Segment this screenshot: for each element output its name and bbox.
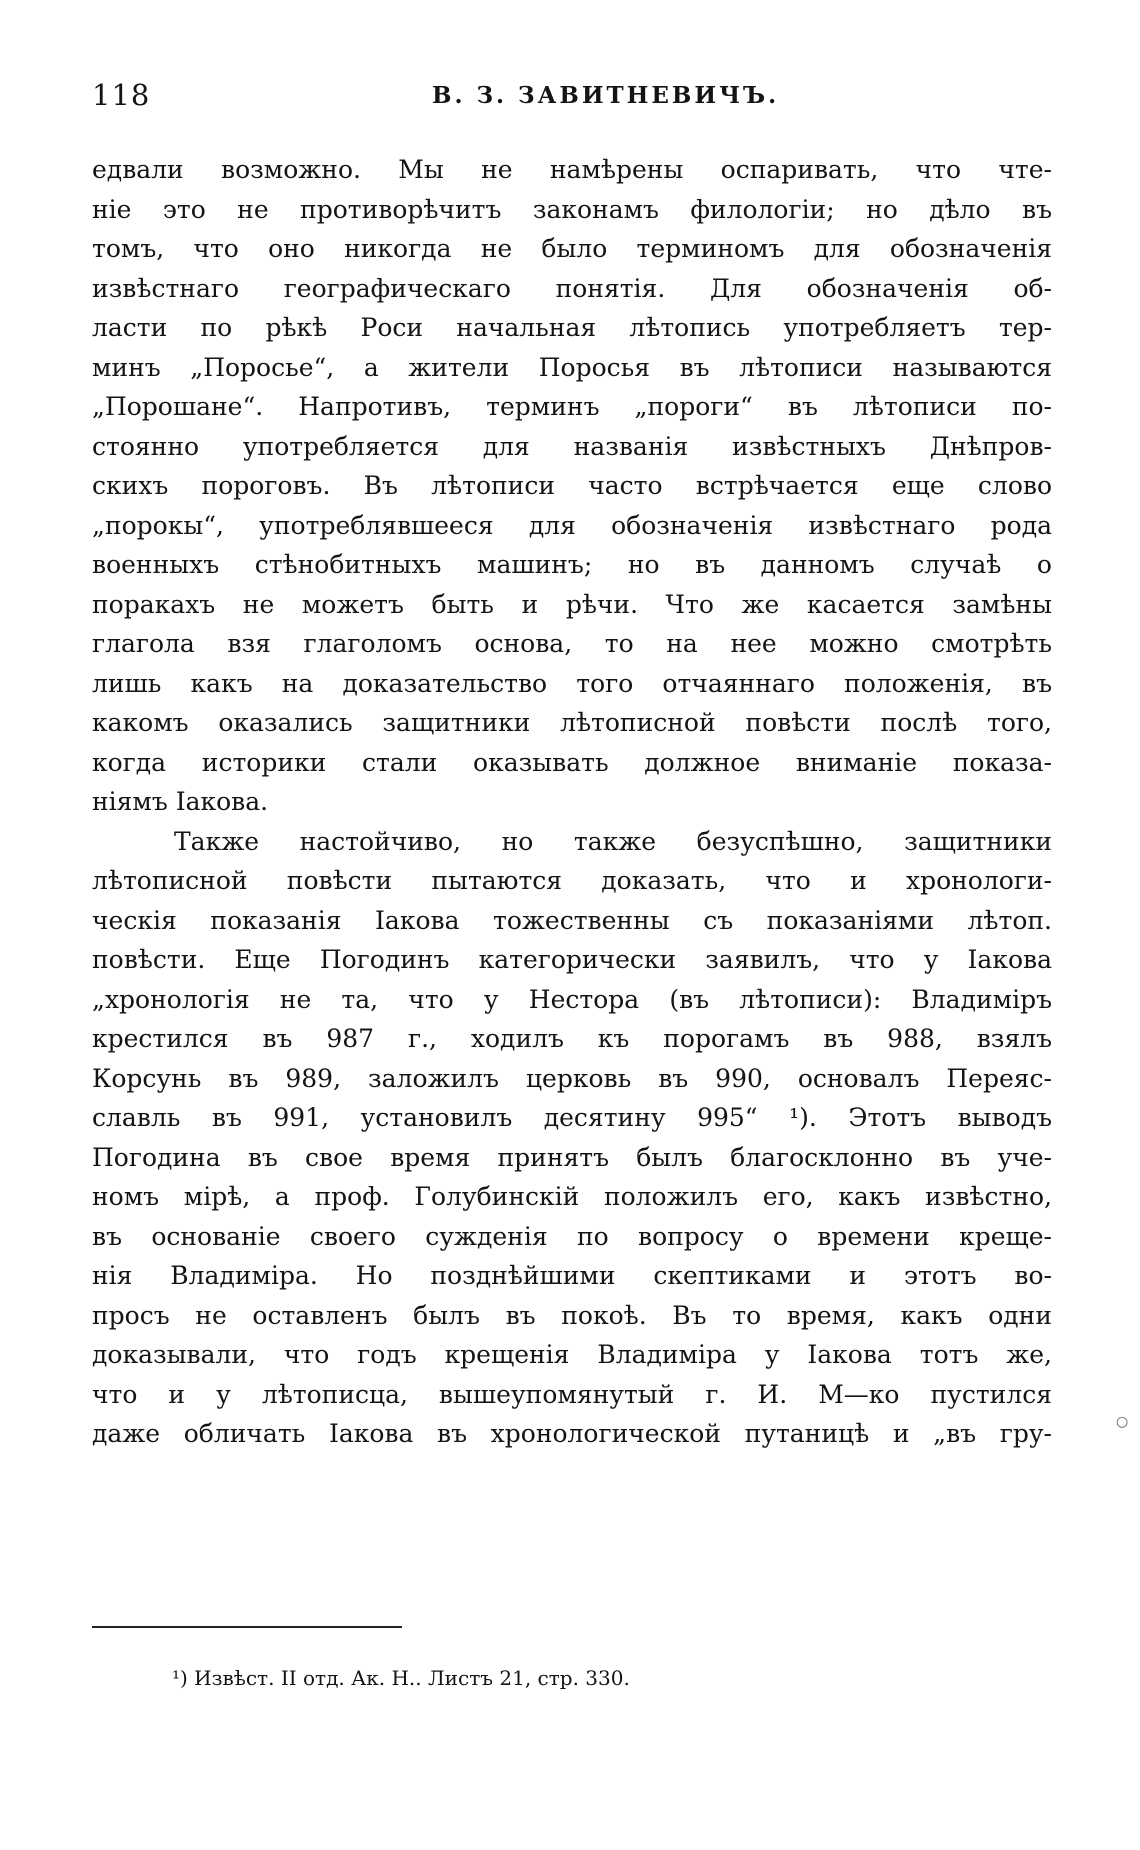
text-line: славль въ 991, установилъ десятину 995“ ¹). Этотъ выводъ — [92, 1103, 1052, 1132]
text-line: ческія показанія Іакова тожественны съ показаніями лѣтоп. — [92, 905, 1052, 935]
text-line: скихъ пороговъ. Въ лѣтописи часто встрѣчается еще слово — [92, 471, 1052, 500]
text-line: нія Владиміра. Но позднѣйшими скептиками и этотъ во- — [92, 1261, 1052, 1290]
text-line: когда историки стали оказывать должное вниманіе показа- — [92, 747, 1052, 777]
text-line: „хронологія не та, что у Нестора (въ лѣтописи): Владиміръ — [92, 984, 1052, 1014]
footnote-divider — [92, 1626, 402, 1628]
text-line: томъ, что оно никогда не было терминомъ для обозначенія — [92, 234, 1052, 263]
text-line: лишь какъ на доказательство того отчаяннаго положенія, въ — [92, 668, 1052, 698]
page-header — [92, 78, 1052, 118]
text-line: номъ мірѣ, а проф. Голубинскій положилъ его, какъ извѣстно, — [92, 1182, 1052, 1211]
footnote: ¹) Извѣст. II отд. Ак. Н.. Листъ 21, стр. 330. — [172, 1666, 630, 1690]
text-line: военныхъ стѣнобитныхъ машинъ; но въ данномъ случаѣ о — [92, 550, 1052, 579]
text-line: даже обличать Іакова въ хронологической путаницѣ и „въ гру- — [92, 1419, 1052, 1448]
text-line: Также настойчиво, но также безуспѣшно, защитники — [174, 826, 1052, 856]
text-line: „порокы“, употреблявшееся для обозначенія извѣстнаго рода — [92, 510, 1052, 540]
text-line: просъ не оставленъ былъ въ покоѣ. Въ то время, какъ одни — [92, 1300, 1052, 1330]
text-line: ніямъ Іакова. — [92, 787, 269, 816]
text-line: какомъ оказались защитники лѣтописной повѣсти послѣ того, — [92, 708, 1052, 737]
page-number: 118 — [92, 78, 151, 112]
text-line: поракахъ не можетъ быть и рѣчи. Что же касается замѣны — [92, 589, 1052, 619]
text-line: ласти по рѣкѣ Роси начальная лѣтопись употребляетъ тер- — [92, 313, 1052, 342]
text-line: ніе это не противорѣчитъ законамъ филологіи; но дѣло въ — [92, 194, 1052, 224]
text-line: стоянно употребляется для названія извѣстныхъ Днѣпров- — [92, 431, 1052, 461]
text-line: глагола взя глаголомъ основа, то на нее можно смотрѣть — [92, 629, 1052, 658]
text-line: крестился въ 987 г., ходилъ къ порогамъ въ 988, взялъ — [92, 1024, 1052, 1053]
text-line: Погодина въ свое время принятъ былъ благосклонно въ уче- — [92, 1142, 1052, 1172]
text-line: въ основаніе своего сужденія по вопросу о времени креще- — [92, 1221, 1052, 1251]
text-line: минъ „Поросье“, а жители Поросья въ лѣтописи называются — [92, 352, 1052, 382]
text-line: доказывали, что годъ крещенія Владиміра у Іакова тотъ же, — [92, 1340, 1052, 1369]
text-line: „Порошане“. Напротивъ, терминъ „пороги“ въ лѣтописи по- — [92, 392, 1052, 421]
text-line: лѣтописной повѣсти пытаются доказать, что и хронологи- — [92, 866, 1052, 895]
text-line: едвали возможно. Мы не намѣрены оспаривать, что чте- — [92, 155, 1052, 184]
body-text — [92, 150, 1052, 1454]
running-head: В. З. ЗАВИТНЕВИЧЪ. — [432, 82, 780, 109]
text-line: Корсунь въ 989, заложилъ церковь въ 990, основалъ Переяс- — [92, 1063, 1052, 1093]
text-line: повѣсти. Еще Погодинъ категорически заявилъ, что у Іакова — [92, 945, 1052, 974]
text-line: извѣстнаго географическаго понятія. Для обозначенія об- — [92, 273, 1052, 303]
margin-mark: ○ — [1116, 1414, 1129, 1430]
text-line: что и у лѣтописца, вышеупомянутый г. И. М—ко пустился — [92, 1379, 1052, 1409]
